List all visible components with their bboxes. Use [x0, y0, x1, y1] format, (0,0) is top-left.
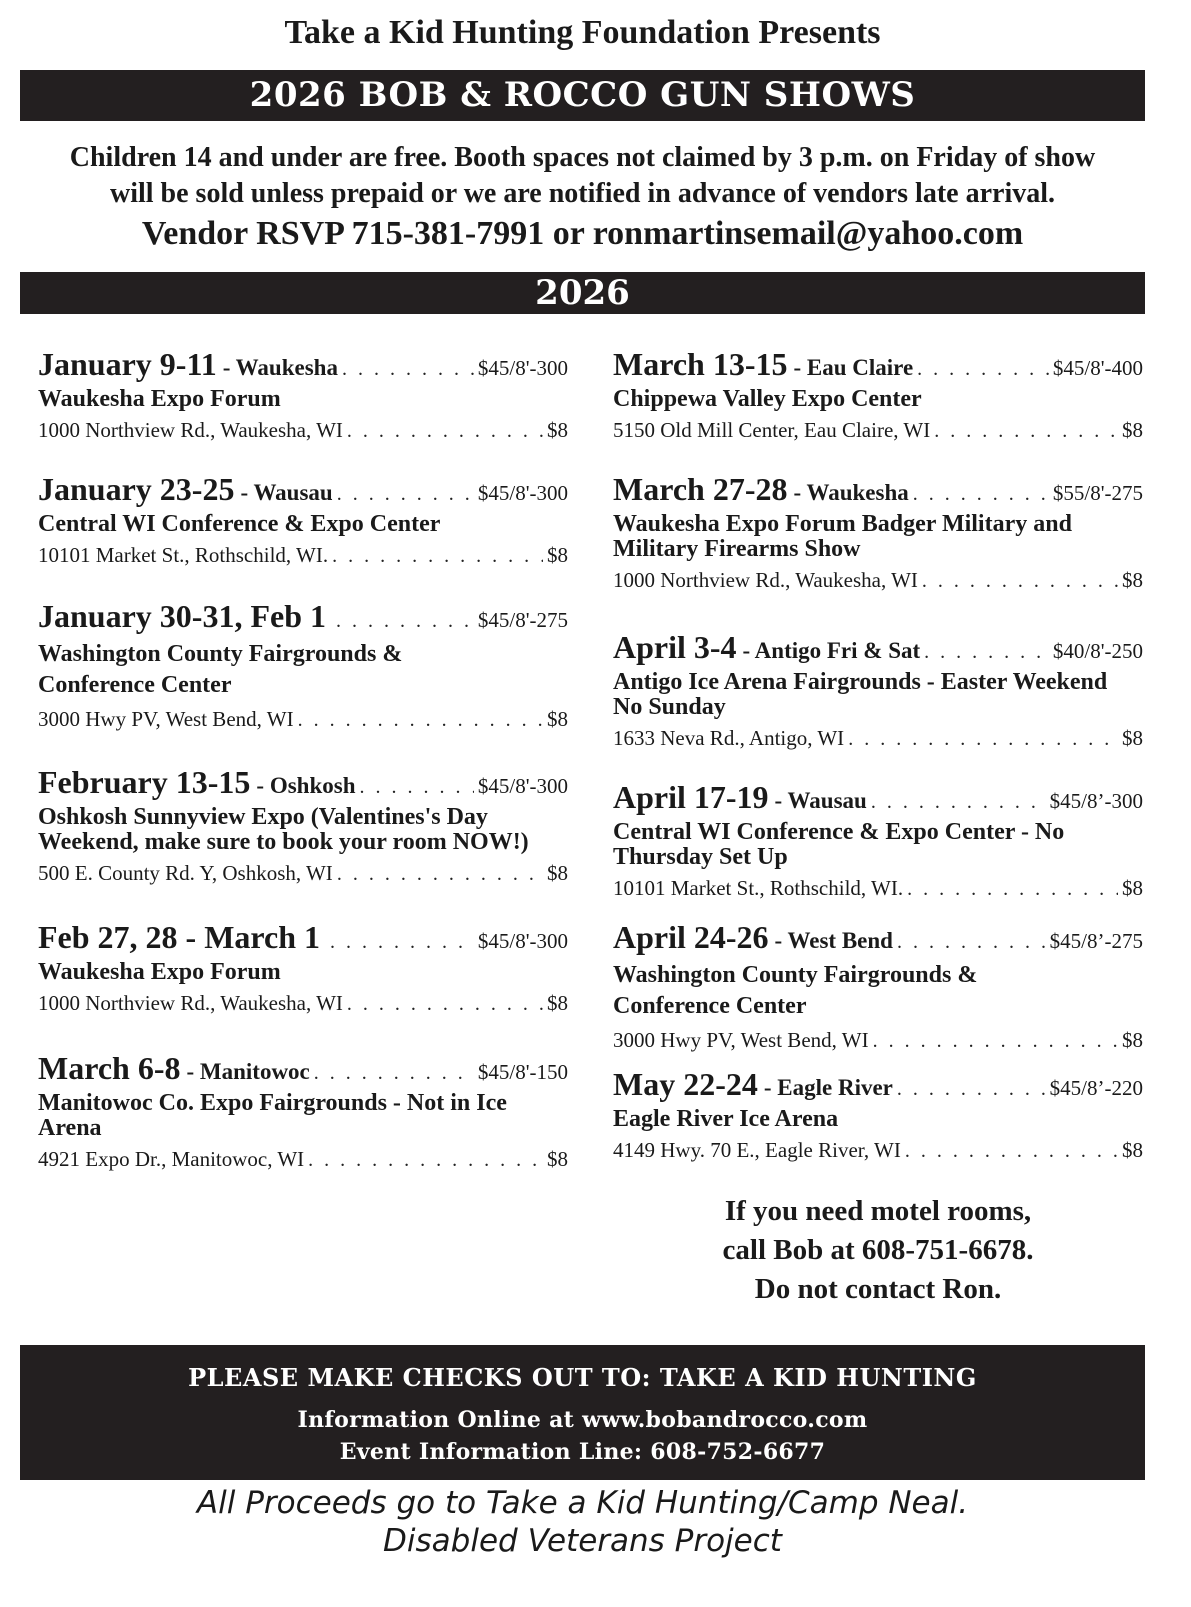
proceeds-note [0, 1484, 1165, 1560]
dot-leader [913, 483, 1049, 506]
show-entry [38, 346, 568, 443]
vendor-rsvp: Vendor RSVP 715-381-7991 or ronmartinsemail@yahoo.com [141, 215, 1024, 252]
show-entry [38, 1050, 568, 1172]
dot-leader [871, 791, 1046, 814]
dot-leader [347, 420, 543, 443]
show-venue: Manitowoc Co. Expo Fairgrounds - Not in Ice Arena [38, 1090, 507, 1141]
show-entry [613, 346, 1143, 443]
show-price: $45/8'-400 [1052, 356, 1143, 380]
presenter-heading: Take a Kid Hunting Foundation Presents [284, 14, 881, 51]
show-address: 3000 Hwy PV, West Bend, WI [613, 1028, 869, 1052]
show-date: May 22-24 [613, 1066, 758, 1102]
dot-leader [332, 545, 543, 568]
dot-leader [905, 1140, 1118, 1163]
show-venue: Washington County Fairgrounds & Conference Center [613, 962, 978, 1019]
show-address: 3000 Hwy PV, West Bend, WI [38, 707, 294, 731]
dot-leader [922, 570, 1118, 593]
show-venue: Oshkosh Sunnyview Expo (Valentines's Day Weekend, make sure to book your room NOW!) [38, 804, 529, 855]
admission-fee: $8 [1122, 568, 1143, 592]
dot-leader [336, 610, 474, 633]
show-entry [613, 471, 1143, 593]
show-entry [38, 919, 568, 1016]
motel-line-1: If you need motel rooms, [724, 1195, 1032, 1227]
show-date: January 23-25 [38, 471, 235, 507]
admission-fee: $8 [547, 861, 568, 885]
notice-line-1: Children 14 and under are free. Booth spaces not claimed by 3 p.m. on Friday of show [69, 142, 1096, 173]
show-city: - West Bend [774, 928, 893, 953]
website-info: Information Online at www.bobandrocco.com [297, 1407, 868, 1433]
show-price: $45/8’-220 [1049, 1076, 1143, 1100]
show-city: - Waukesha [793, 480, 909, 505]
show-address: 4149 Hwy. 70 E., Eagle River, WI [613, 1138, 901, 1162]
show-price: $45/8’-275 [1049, 929, 1143, 953]
footer-banner [20, 1345, 1145, 1480]
admission-fee: $8 [1122, 418, 1143, 442]
show-price: $45/8’-300 [1049, 789, 1143, 813]
show-entry [613, 629, 1143, 751]
show-city: - Antigo Fri & Sat [742, 638, 921, 663]
dot-leader [330, 931, 474, 954]
admission-fee: $8 [1122, 876, 1143, 900]
dot-leader [924, 641, 1049, 664]
motel-note [668, 1192, 1088, 1309]
dot-leader [314, 1062, 474, 1085]
admission-fee: $8 [547, 991, 568, 1015]
page-title-banner: 2026 BOB & ROCCO GUN SHOWS [20, 70, 1145, 121]
show-price: $45/8'-300 [477, 356, 568, 380]
show-entry [613, 779, 1143, 901]
dot-leader [848, 728, 1118, 751]
show-price: $40/8'-250 [1052, 639, 1143, 663]
show-city: - Wausau [240, 480, 333, 505]
show-address: 1000 Northview Rd., Waukesha, WI [613, 568, 918, 592]
show-entry [613, 1066, 1143, 1163]
dot-leader [873, 1030, 1118, 1053]
show-venue: Central WI Conference & Expo Center [38, 511, 441, 537]
dot-leader [359, 776, 473, 799]
motel-line-3: Do not contact Ron. [754, 1273, 1002, 1305]
dot-leader [897, 931, 1046, 954]
admission-fee: $8 [547, 1147, 568, 1171]
show-city: - Wausau [774, 788, 867, 813]
show-address: 1000 Northview Rd., Waukesha, WI [38, 991, 343, 1015]
show-city: - Oshkosh [256, 773, 356, 798]
show-address: 1000 Northview Rd., Waukesha, WI [38, 418, 343, 442]
show-venue: Antigo Ice Arena Fairgrounds - Easter Weekend No Sunday [613, 669, 1108, 720]
dot-leader [347, 993, 543, 1016]
show-price: $45/8'-300 [477, 774, 568, 798]
show-address: 10101 Market St., Rothschild, WI. [38, 543, 329, 567]
show-entry [613, 919, 1143, 1053]
show-address: 1633 Neva Rd., Antigo, WI [613, 726, 845, 750]
dot-leader [342, 358, 474, 381]
show-date: April 24-26 [613, 919, 769, 955]
dot-leader [907, 878, 1118, 901]
show-date: February 13-15 [38, 764, 251, 800]
admission-fee: $8 [547, 707, 568, 731]
show-address: 5150 Old Mill Center, Eau Claire, WI [613, 418, 931, 442]
dot-leader [897, 1078, 1046, 1101]
show-venue: Chippewa Valley Expo Center [613, 386, 922, 412]
proceeds-line-2: Disabled Veterans Project [383, 1523, 782, 1559]
admission-fee: $8 [1122, 1028, 1143, 1052]
show-entry [38, 471, 568, 568]
year-banner: 2026 [20, 272, 1145, 314]
checks-payable: PLEASE MAKE CHECKS OUT TO: TAKE A KID HUNTING [188, 1363, 977, 1392]
event-phone-line: Event Information Line: 608-752-6677 [339, 1439, 826, 1465]
show-venue: Waukesha Expo Forum [38, 959, 281, 985]
dot-leader [337, 863, 543, 886]
motel-line-2: call Bob at 608-751-6678. [722, 1234, 1034, 1266]
dot-leader [934, 420, 1118, 443]
show-price: $45/8'-150 [477, 1060, 568, 1084]
show-date: January 9-11 [38, 346, 217, 382]
show-city: - Eau Claire [793, 355, 914, 380]
show-address: 4921 Expo Dr., Manitowoc, WI [38, 1147, 305, 1171]
show-venue: Eagle River Ice Arena [613, 1106, 839, 1132]
show-venue: Washington County Fairgrounds & Conference Center [38, 641, 403, 698]
show-venue: Waukesha Expo Forum Badger Military and Military Firearms Show [613, 511, 1072, 562]
show-entry [38, 598, 568, 732]
dot-leader [298, 709, 543, 732]
notice-line-2: will be sold unless prepaid or we are notified in advance of vendors late arrival. [109, 178, 1055, 209]
proceeds-line-1: All Proceeds go to Take a Kid Hunting/Camp Neal. [196, 1485, 969, 1521]
dot-leader [337, 483, 474, 506]
dot-leader [308, 1149, 543, 1172]
show-city: - Manitowoc [186, 1059, 310, 1084]
show-address: 500 E. County Rd. Y, Oshkosh, WI [38, 861, 333, 885]
show-price: $45/8'-300 [477, 481, 568, 505]
admission-fee: $8 [547, 543, 568, 567]
show-city: - Waukesha [222, 355, 338, 380]
show-date: January 30-31, Feb 1 [38, 598, 326, 634]
show-date: April 17-19 [613, 779, 769, 815]
show-date: April 3-4 [613, 629, 737, 665]
dot-leader [917, 358, 1049, 381]
admission-fee: $8 [1122, 726, 1143, 750]
show-price: $55/8'-275 [1052, 481, 1143, 505]
show-price: $45/8'-275 [477, 608, 568, 632]
admission-fee: $8 [547, 418, 568, 442]
admission-fee: $8 [1122, 1138, 1143, 1162]
show-date: March 27-28 [613, 471, 788, 507]
show-address: 10101 Market St., Rothschild, WI. [613, 876, 904, 900]
show-entry [38, 764, 568, 886]
show-date: March 13-15 [613, 346, 788, 382]
show-date: March 6-8 [38, 1050, 181, 1086]
show-date: Feb 27, 28 - March 1 [38, 919, 321, 955]
show-city: - Eagle River [763, 1075, 893, 1100]
show-venue: Waukesha Expo Forum [38, 386, 281, 412]
show-price: $45/8'-300 [477, 929, 568, 953]
show-venue: Central WI Conference & Expo Center - No Thursday Set Up [613, 819, 1065, 870]
notice-text [0, 140, 1165, 212]
